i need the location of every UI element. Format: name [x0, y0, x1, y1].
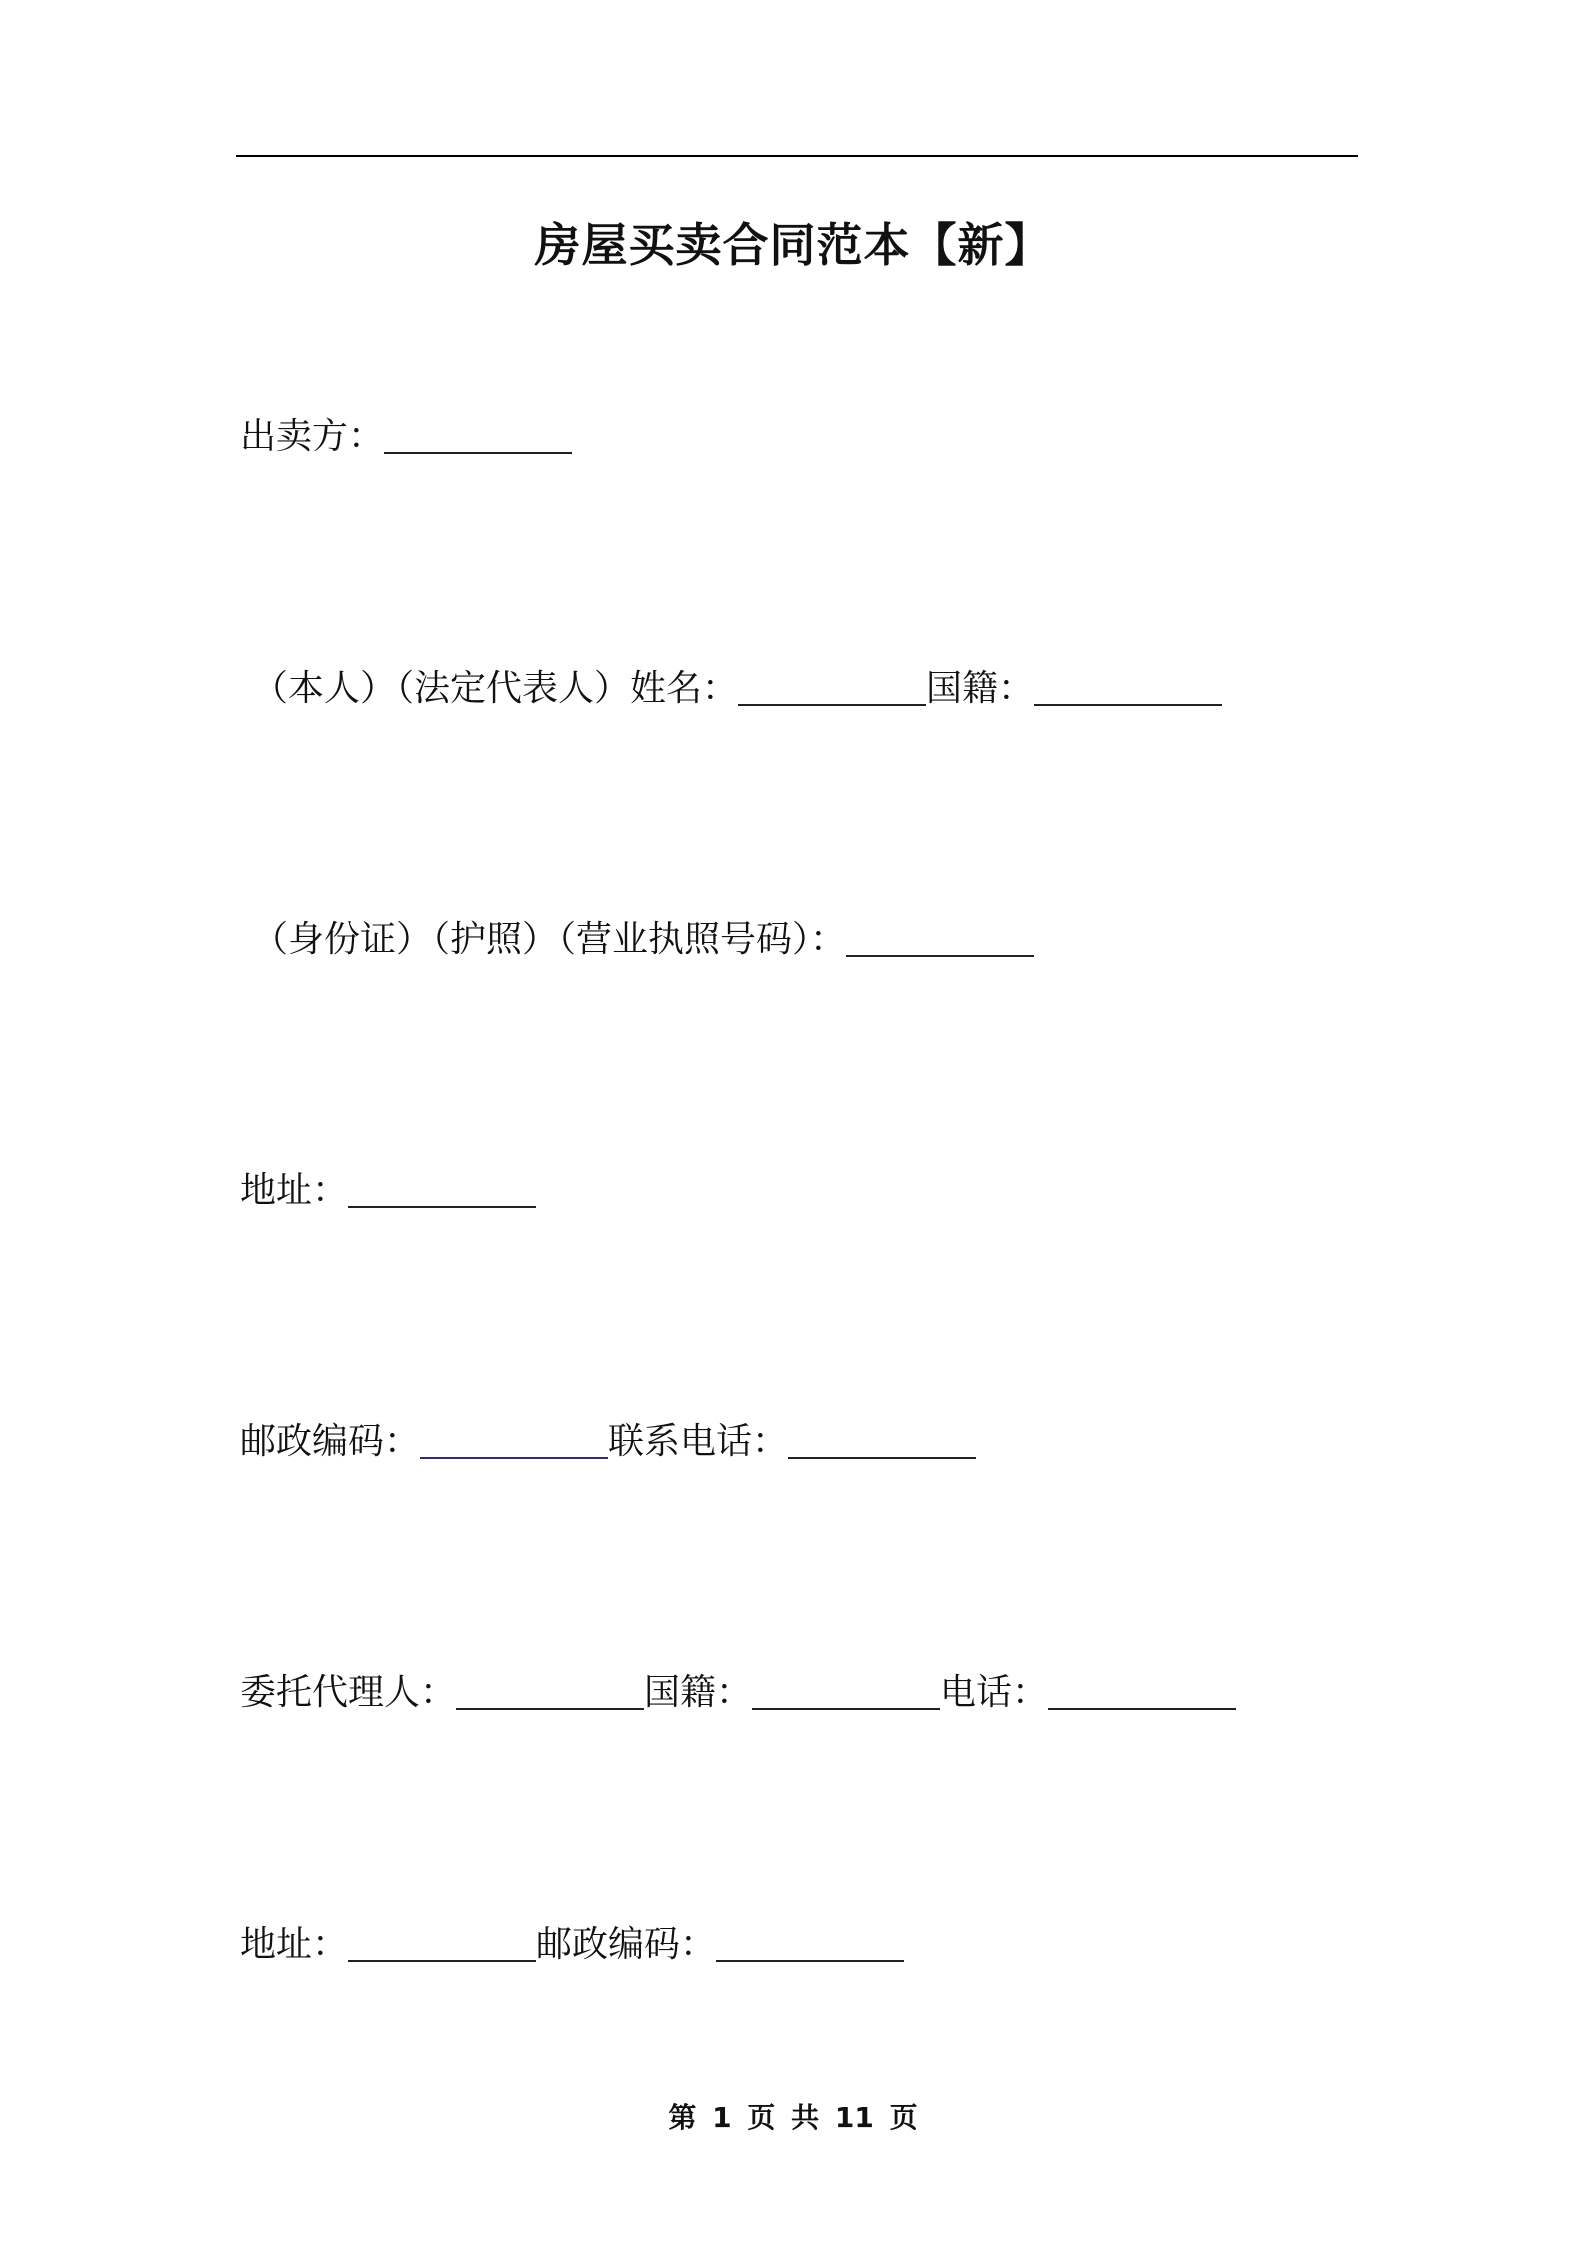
document-title: 房屋买卖合同范本【新】 [534, 218, 1052, 272]
id-blank[interactable] [846, 951, 1034, 957]
agent-line [240, 1668, 1236, 1718]
name-label: （本人）（法定代表人）姓名： [252, 668, 739, 709]
id-line [252, 915, 1034, 965]
agent-nationality-label: 国籍： [644, 1672, 753, 1713]
header-rule [236, 155, 1358, 157]
agent-address-label: 地址： [240, 1924, 349, 1965]
seller-label: 出卖方： [240, 416, 385, 457]
address-line [240, 1166, 536, 1216]
page-footer: 第 1 页 共 11 页 [668, 2101, 918, 2134]
phone-blank[interactable] [1048, 1704, 1236, 1710]
name-nationality-line [252, 664, 1222, 714]
agent-address-line [240, 1920, 904, 1970]
postcode-phone-line [240, 1417, 976, 1467]
nationality-blank[interactable] [1034, 700, 1222, 706]
contact-phone-label: 联系电话： [608, 1421, 789, 1462]
address-blank[interactable] [348, 1202, 536, 1208]
id-label: （身份证）（护照）（营业执照号码）： [252, 919, 847, 960]
nationality-label: 国籍： [926, 668, 1035, 709]
postcode-blank[interactable] [420, 1453, 608, 1459]
agent-address-blank[interactable] [348, 1956, 536, 1962]
agent-postcode-label: 邮政编码： [536, 1924, 717, 1965]
agent-label: 委托代理人： [240, 1672, 457, 1713]
agent-nationality-blank[interactable] [752, 1704, 940, 1710]
agent-postcode-blank[interactable] [716, 1956, 904, 1962]
seller-line [240, 412, 572, 462]
phone-label: 电话： [940, 1672, 1049, 1713]
address-label: 地址： [240, 1170, 349, 1211]
seller-blank[interactable] [384, 448, 572, 454]
postcode-label: 邮政编码： [240, 1421, 421, 1462]
contact-phone-blank[interactable] [788, 1453, 976, 1459]
agent-blank[interactable] [456, 1704, 644, 1710]
name-blank[interactable] [738, 700, 926, 706]
